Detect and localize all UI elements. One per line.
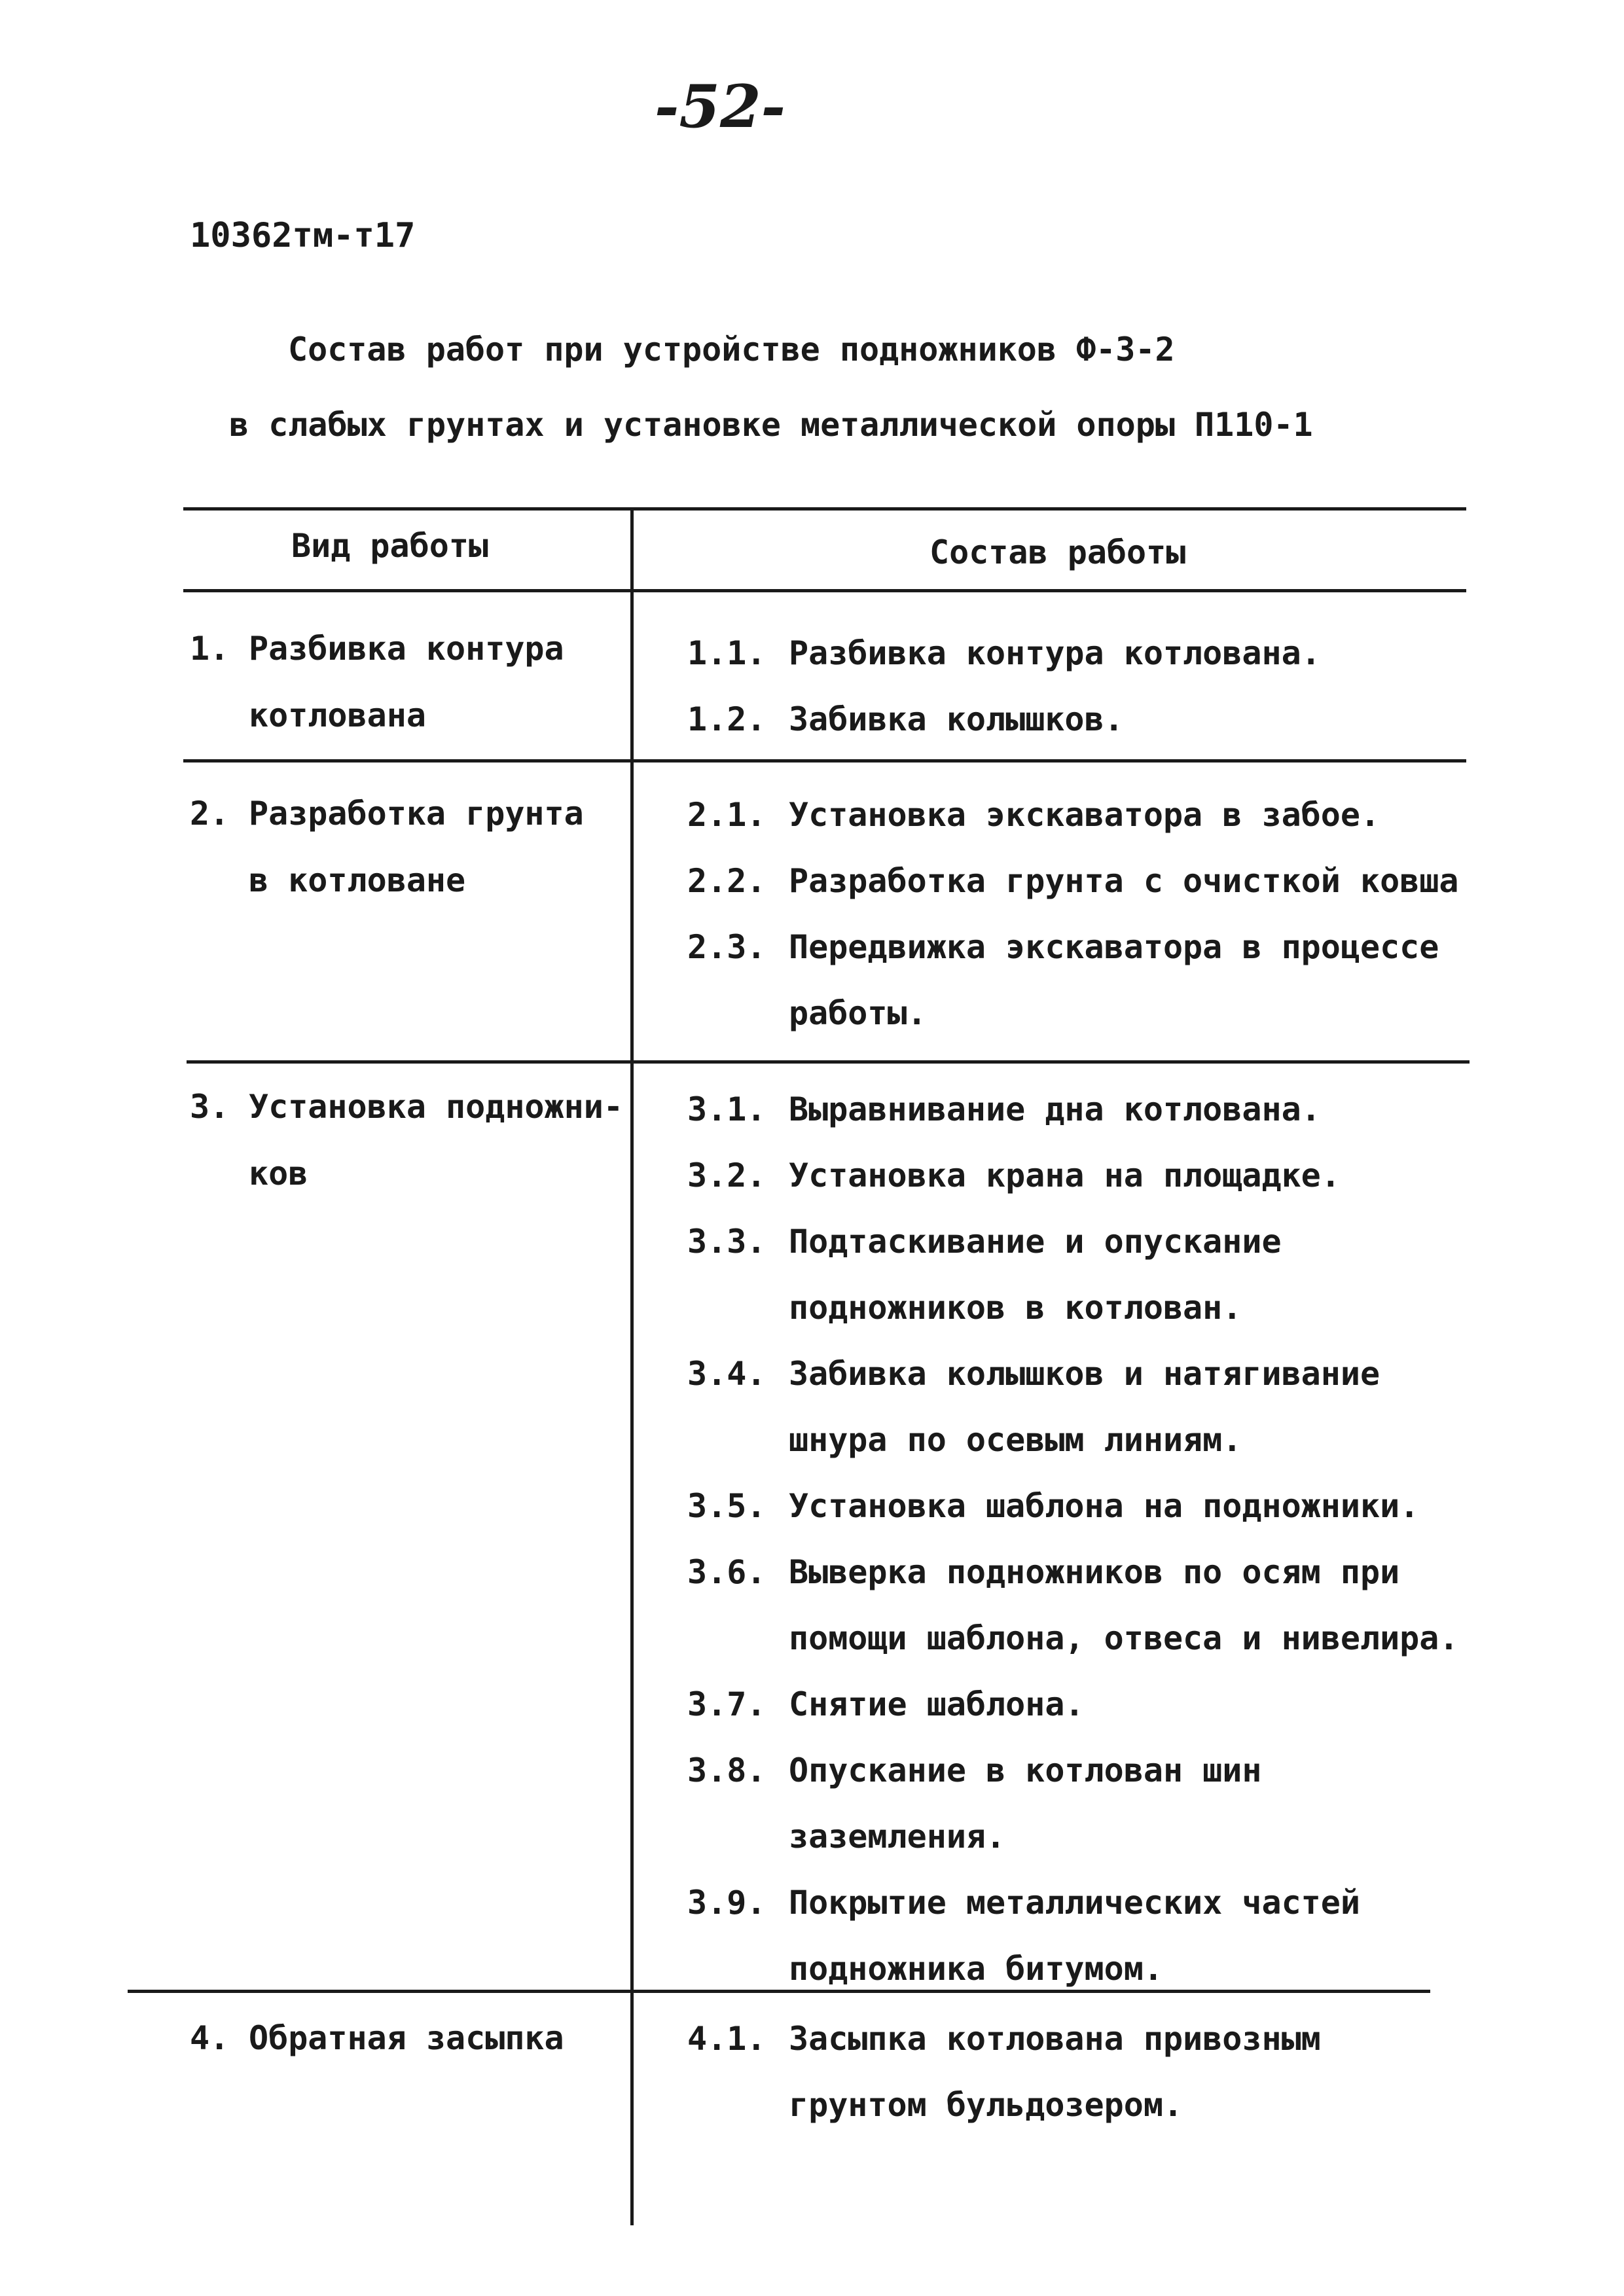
list-item: 1.1. Разбивка контура котлована. — [687, 634, 1321, 672]
list-item: 4.1. Засыпка котлована привозным грунтом бульдозером. — [687, 2020, 1321, 2124]
document-title-line-2: в слабых грунтах и установке металлической опоры П110-1 — [229, 406, 1313, 444]
list-item: 3.8. Опускание в котлован шин заземления. — [687, 1751, 1262, 1856]
list-item: 3.6. Выверка подножников по осям при помощи шаблона, отвеса и нивелира. — [687, 1553, 1459, 1657]
row-divider — [183, 759, 1466, 762]
page-number: -52- — [655, 72, 785, 141]
work-steps-2 — [687, 782, 1574, 1047]
column-divider — [630, 507, 634, 2225]
list-item: 3.1. Выравнивание дна котлована. — [687, 1090, 1321, 1128]
document-code: 10362тм-т17 — [190, 216, 416, 255]
work-steps-3 — [687, 1077, 1574, 2002]
list-item: 2.3. Передвижка экскаватора в процессе работы. — [687, 928, 1439, 1032]
document-title-line-1: Состав работ при устройстве подножников Ф-3-2 — [288, 331, 1175, 368]
list-item: 3.9. Покрытие металлических частей подножника битумом. — [687, 1884, 1360, 1988]
list-item: 2.1. Установка экскаватора в забое. — [687, 796, 1380, 834]
work-type-4: 4. Обратная засыпка — [190, 2019, 564, 2057]
work-type-3: 3. Установка подножни- ков — [190, 1088, 623, 1193]
work-steps-4 — [687, 2006, 1470, 2138]
table-top-border — [183, 507, 1466, 511]
work-type-2: 2. Разработка грунта в котловане — [190, 795, 584, 899]
column-header-work-type: Вид работы — [291, 527, 489, 565]
list-item: 3.3. Подтаскивание и опускание подножников в котлован. — [687, 1223, 1282, 1327]
list-item: 3.5. Установка шаблона на подножники. — [687, 1487, 1420, 1525]
list-item: 3.7. Снятие шаблона. — [687, 1685, 1085, 1723]
work-type-1: 1. Разбивка контура котлована — [190, 630, 564, 734]
row-divider — [187, 1060, 1470, 1064]
list-item: 3.4. Забивка колышков и натягивание шнура по осевым линиям. — [687, 1355, 1380, 1459]
header-bottom-border — [183, 589, 1466, 592]
list-item: 3.2. Установка крана на площадке. — [687, 1157, 1341, 1194]
work-steps-1 — [687, 620, 1574, 753]
list-item: 1.2. Забивка колышков. — [687, 700, 1124, 738]
list-item: 2.2. Разработка грунта с очисткой ковша — [687, 862, 1459, 900]
column-header-work-composition: Состав работы — [929, 533, 1186, 571]
